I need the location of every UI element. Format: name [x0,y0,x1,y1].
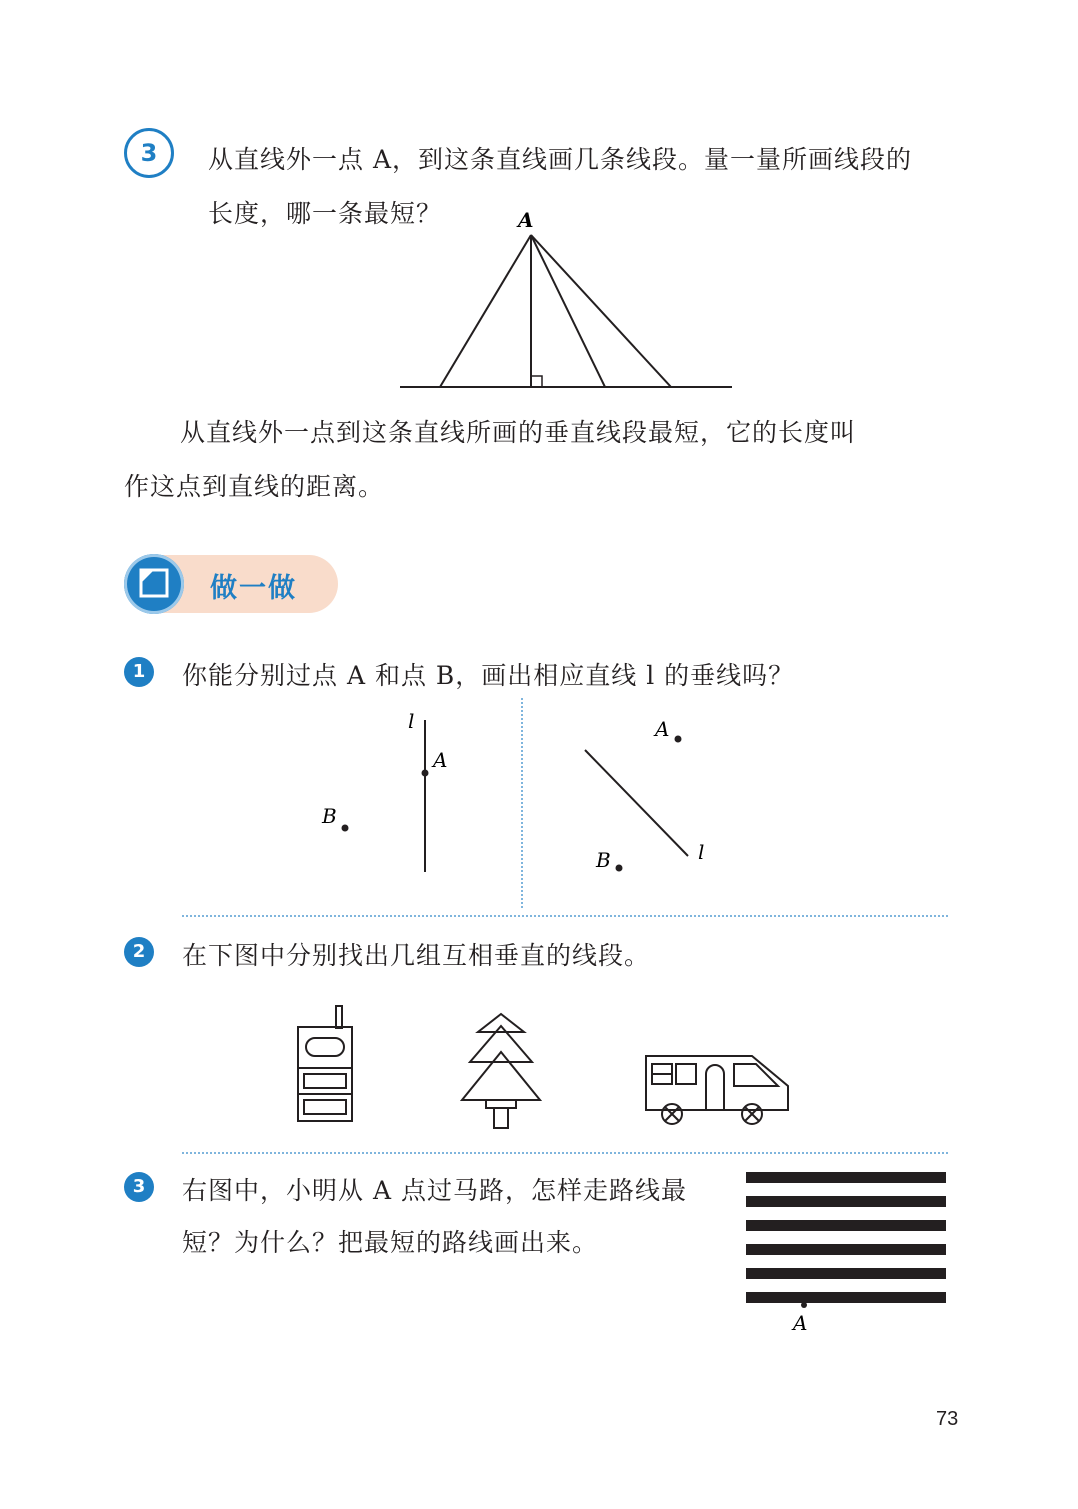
exercise-3-line-1: 右图中，小明从 A 点过马路，怎样走路线最 [182,1176,687,1205]
point-a-label: A [655,717,670,741]
example-number-badge: 3 [124,128,174,178]
exercise-2-badge: 2 [124,937,154,967]
practice-icon [124,554,184,614]
point-a-label: A [518,208,534,232]
exercise-1-left-figure [300,700,500,880]
crosswalk-figure [744,1170,948,1340]
example-question-line-2: 长度，哪一条最短？ [208,199,443,228]
tree-figure [458,1010,544,1132]
exercise-1-badge: 1 [124,657,154,687]
divider-2 [182,1152,948,1154]
exercise-1-text: 你能分别过点 A 和点 B，画出相应直线 l 的垂线吗？ [182,661,795,690]
divider-1 [182,915,948,917]
section-title: 做一做 [210,573,297,604]
exercise-1-right-figure [580,710,730,880]
line-l-label: l [408,709,415,733]
point-a-label: A [433,748,448,772]
bus-figure [640,1052,792,1128]
exercise-3-line-2: 短？为什么？把最短的路线画出来。 [182,1228,599,1257]
exercise-2-text: 在下图中分别找出几组互相垂直的线段。 [182,941,651,970]
vertical-divider [521,698,523,908]
point-b-label: B [596,848,611,872]
definition-line-1: 从直线外一点到这条直线所画的垂直线段最短，它的长度叫 [180,418,857,447]
example-question-line-1: 从直线外一点 A，到这条直线画几条线段。量一量所画线段的 [208,145,913,174]
line-l-label: l [698,840,705,864]
exercise-3-badge: 3 [124,1172,154,1202]
definition-line-2: 作这点到直线的距离。 [124,472,385,501]
page-number: 73 [936,1408,959,1430]
point-b-label: B [322,804,337,828]
perpendicular-figure [390,205,740,395]
phone-figure [292,998,362,1128]
point-a-label: A [793,1311,808,1335]
